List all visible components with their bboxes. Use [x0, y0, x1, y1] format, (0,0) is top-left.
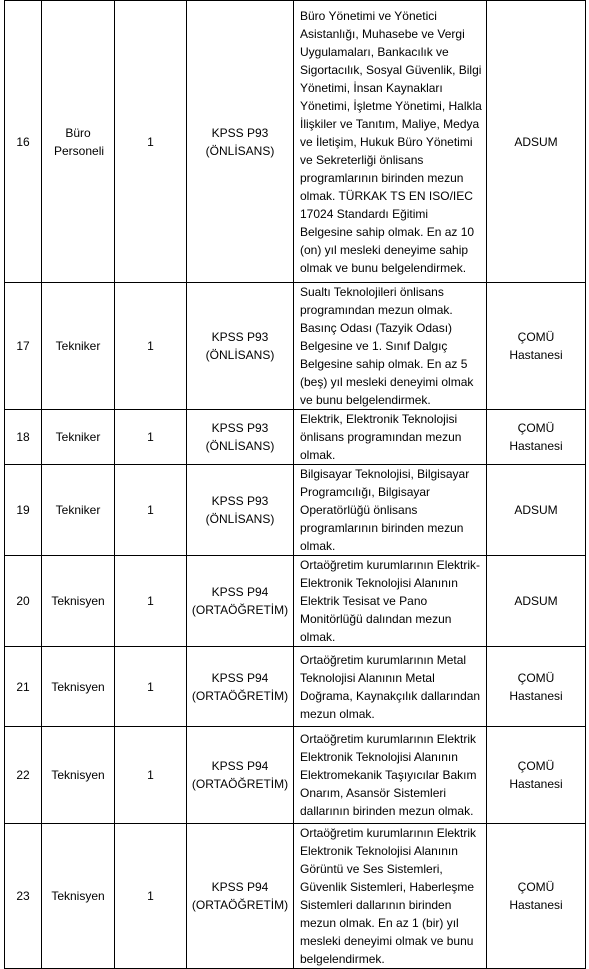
qualification-text: Sualtı Teknolojileri önlisans programından mezun olmak. Basınç Odası (Tazyik Odası) Belgesine ve 1. Sınıf Dalgıç Belgesine sahip olmak. En az 5 (beş) yıl mesleki deneyimi olmak ve bunu belgelendirmek. [294, 283, 487, 410]
position-count: 1 [115, 556, 187, 647]
table-row [5, 556, 586, 647]
qualification-text: Ortaöğretim kurumlarının Elektrik Elektronik Teknolojisi Alanının Elektromekanik Taşıyıcılar Bakım Onarım, Asansör Sistemleri dallarının birinden mezun olmak. [294, 727, 487, 824]
work-location: ADSUM [487, 556, 586, 647]
work-location: ADSUM [487, 465, 586, 556]
row-number: 20 [5, 556, 42, 647]
work-location: ÇOMÜ Hastanesi [487, 824, 586, 969]
table-row [5, 727, 586, 824]
position-count: 1 [115, 824, 187, 969]
kpss-type: KPSS P93 (ÖNLİSANS) [187, 465, 294, 556]
position-title: Teknisyen [42, 647, 115, 727]
row-number: 21 [5, 647, 42, 727]
qualification-text: Elektrik, Elektronik Teknolojisi önlisans programından mezun olmak. [294, 410, 487, 465]
qualification-text: Ortaöğretim kurumlarının Elektrik-Elektronik Teknolojisi Alanının Elektrik Tesisat ve Pano Monitörlüğü dalından mezun olmak. [294, 556, 487, 647]
table-row [5, 410, 586, 465]
row-number: 16 [5, 1, 42, 283]
kpss-type: KPSS P93 (ÖNLİSANS) [187, 1, 294, 283]
position-title: Teknisyen [42, 727, 115, 824]
row-number: 19 [5, 465, 42, 556]
position-count: 1 [115, 727, 187, 824]
kpss-type: KPSS P94 (ORTAÖĞRETİM) [187, 727, 294, 824]
qualification-text: Ortaöğretim kurumlarının Elektrik Elektronik Teknolojisi Alanının Görüntü ve Ses Sistemleri, Güvenlik Sistemleri, Haberleşme Sistemleri dallarının birinden mezun olmak. En az 1 (bir) yıl mesleki deneyimi olmak ve bunu belgelendirmek. [294, 824, 487, 969]
kpss-type: KPSS P93 (ÖNLİSANS) [187, 410, 294, 465]
position-count: 1 [115, 410, 187, 465]
position-title: Teknisyen [42, 824, 115, 969]
table-row [5, 1, 586, 283]
positions-table [4, 0, 586, 969]
position-title: Tekniker [42, 283, 115, 410]
position-count: 1 [115, 283, 187, 410]
position-title: Büro Personeli [42, 1, 115, 283]
kpss-type: KPSS P94 (ORTAÖĞRETİM) [187, 647, 294, 727]
kpss-type: KPSS P93 (ÖNLİSANS) [187, 283, 294, 410]
table-row [5, 465, 586, 556]
kpss-type: KPSS P94 (ORTAÖĞRETİM) [187, 824, 294, 969]
position-count: 1 [115, 1, 187, 283]
work-location: ÇOMÜ Hastanesi [487, 283, 586, 410]
qualification-text: Bilgisayar Teknolojisi, Bilgisayar Programcılığı, Bilgisayar Operatörlüğü önlisans programlarının birinden mezun olmak. [294, 465, 487, 556]
qualification-text: Büro Yönetimi ve Yönetici Asistanlığı, Muhasebe ve Vergi Uygulamaları, Bankacılık ve Sigortacılık, Sosyal Güvenlik, Bilgi Yönetimi, İnsan Kaynakları Yönetimi, İşletme Yönetimi, Halkla İlişkiler ve Tanıtım, Maliye, Medya ve İletişim, Hukuk Büro Yönetimi ve Sekreterliği önlisans programlarının birinden mezun olmak. TÜRKAK TS EN ISO/IEC 17024 Standardı Eğitimi Belgesine sahip olmak. En az 10 (on) yıl mesleki deneyime sahip olmak ve bunu belgelendirmek. [294, 1, 487, 283]
kpss-type: KPSS P94 (ORTAÖĞRETİM) [187, 556, 294, 647]
position-title: Tekniker [42, 465, 115, 556]
table-row [5, 283, 586, 410]
table-row [5, 647, 586, 727]
position-title: Teknisyen [42, 556, 115, 647]
table-row [5, 824, 586, 969]
work-location: ÇOMÜ Hastanesi [487, 410, 586, 465]
qualification-text: Ortaöğretim kurumlarının Metal Teknolojisi Alanının Metal Doğrama, Kaynakçılık dallarından mezun olmak. [294, 647, 487, 727]
row-number: 22 [5, 727, 42, 824]
position-count: 1 [115, 647, 187, 727]
position-title: Tekniker [42, 410, 115, 465]
work-location: ADSUM [487, 1, 586, 283]
work-location: ÇOMÜ Hastanesi [487, 647, 586, 727]
position-count: 1 [115, 465, 187, 556]
work-location: ÇOMÜ Hastanesi [487, 727, 586, 824]
row-number: 18 [5, 410, 42, 465]
row-number: 17 [5, 283, 42, 410]
row-number: 23 [5, 824, 42, 969]
